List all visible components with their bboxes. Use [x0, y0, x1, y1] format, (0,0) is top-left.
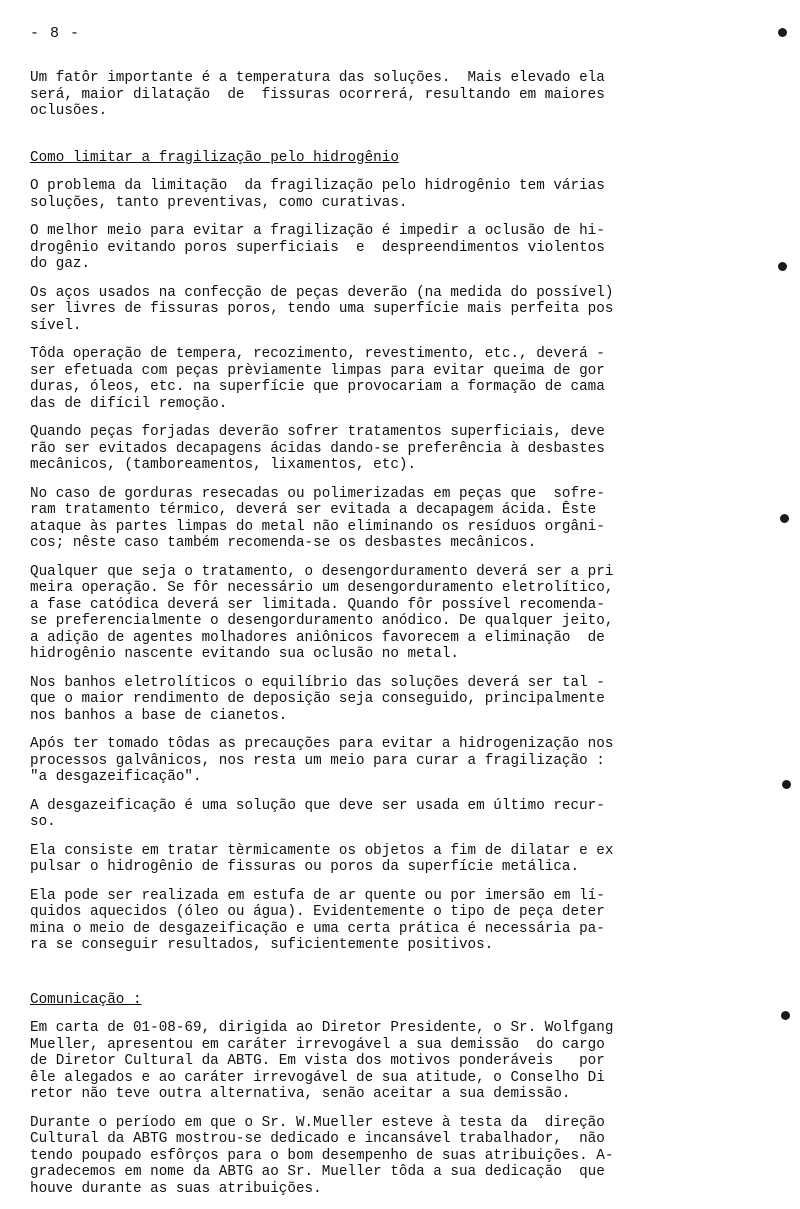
page-number: - 8 - — [30, 25, 81, 42]
paragraph: Qualquer que seja o tratamento, o desengorduramento deverá ser a pri meira operação. Se fôr necessário um desengorduramento eletrolítico, a fase catódica deverá ser limitada. Quando fôr possível recomenda- se preferencialmente o desengorduramento anódico. De qualquer jeito, a adição de agentes molhadores aniônicos favorecem a eliminação de hidrogênio nascente evitando sua oclusão no metal. — [30, 563, 614, 662]
punch-hole-mark — [778, 28, 787, 37]
section-heading-comunicacao: Comunicação : — [30, 991, 142, 1008]
paragraph: Quando peças forjadas deverão sofrer tratamentos superficiais, deve rão ser evitados decapagens ácidas dando-se preferência à desbastes mecânicos, (tamboreamentos, lixamentos, etc). — [30, 424, 605, 473]
paragraph: Nos banhos eletrolíticos o equilíbrio das soluções deverá ser tal - que o maior rendimento de deposição seja conseguido, principalmente nos banhos a base de cianetos. — [30, 674, 605, 724]
section-heading-fragilizacao: Como limitar a fragilização pelo hidrogênio — [30, 149, 399, 166]
punch-hole-mark — [781, 1011, 790, 1020]
paragraph: Em carta de 01-08-69, dirigida ao Diretor Presidente, o Sr. Wolfgang Mueller, apresentou em caráter irrevogável a sua demissão do cargo de Diretor Cultural da ABTG. Em vista dos motivos ponderáveis por êle alegados e ao caráter irrevogável de sua atitude, o Conselho Di retor não teve outra alternativa, senão aceitar a sua demissão. — [30, 1020, 614, 1102]
paragraph: Ela pode ser realizada em estufa de ar quente ou por imersão em lí- quidos aquecidos (óleo ou água). Evidentemente o tipo de peça deter mina o meio de desgazeificação e uma certa prática é necessária pa- ra se conseguir resultados, suficientemente positivos. — [30, 887, 605, 953]
paragraph: No caso de gorduras resecadas ou polimerizadas em peças que sofre- ram tratamento térmico, deverá ser evitada a decapagem ácida. Êste ataque às partes limpas do metal não eliminando os resíduos orgâni- cos; nêste caso também recomenda-se os desbastes mecânicos. — [30, 485, 605, 551]
punch-hole-mark — [778, 262, 787, 271]
intro-paragraph: Um fatôr importante é a temperatura das soluções. Mais elevado ela será, maior dilatação de fissuras ocorrerá, resultando em maiores oclusões. — [30, 70, 605, 119]
punch-hole-mark — [780, 514, 789, 523]
punch-hole-mark — [782, 780, 791, 789]
document-body — [30, 70, 730, 1209]
paragraph: O melhor meio para evitar a fragilização é impedir a oclusão de hi- drogênio evitando poros superficiais e despreendimentos violentos do gaz. — [30, 223, 605, 272]
paragraph: Ela consiste em tratar tèrmicamente os objetos a fim de dilatar e ex pulsar o hidrogênio de fissuras ou poros da superfície metálica. — [30, 842, 614, 875]
paragraph: O problema da limitação da fragilização pelo hidrogênio tem várias soluções, tanto preventivas, como curativas. — [30, 178, 605, 211]
paragraph: Tôda operação de tempera, recozimento, revestimento, etc., deverá - ser efetuada com peças prèviamente limpas para evitar queima de gor duras, óleos, etc. na superfície que provocariam a formação de cama das de difícil remoção. — [30, 346, 605, 412]
paragraph: Após ter tomado tôdas as precauções para evitar a hidrogenização nos processos galvânicos, nos resta um meio para curar a fragilização : "a desgazeificação". — [30, 736, 614, 785]
paragraph: Os aços usados na confecção de peças deverão (na medida do possível) ser livres de fissuras poros, tendo uma superfície mais perfeita pos sível. — [30, 284, 614, 334]
paragraph: Durante o período em que o Sr. W.Mueller esteve à testa da direção Cultural da ABTG mostrou-se dedicado e incansável trabalhador, não tendo poupado esfôrços para o bom desempenho de suas atribuições. A- gradecemos em nome da ABTG ao Sr. Mueller tôda a sua dedicação que houve durante as suas atribuições. — [30, 1114, 614, 1197]
paragraph: A desgazeificação é uma solução que deve ser usada em último recur- so. — [30, 797, 605, 830]
